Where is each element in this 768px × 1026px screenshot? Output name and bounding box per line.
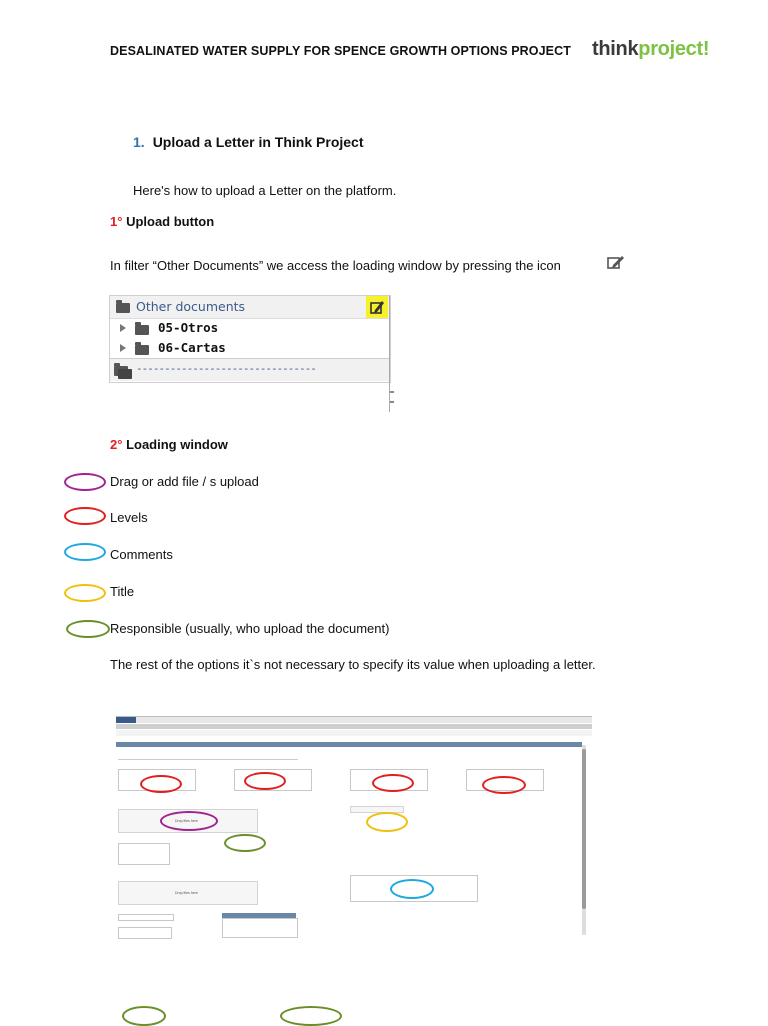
folder-icon (135, 325, 149, 335)
legend-label-title: Title (110, 584, 135, 599)
folder-icon (135, 345, 149, 355)
loading-window-screenshot (116, 716, 592, 939)
step1-text: In filter “Other Documents” we access the loading window by pressing the icon (110, 258, 561, 273)
step2-number: 2° (110, 437, 123, 452)
thinkproject-logo (592, 38, 709, 61)
logo-project: project! (638, 38, 710, 60)
expand-arrow-icon[interactable] (120, 324, 126, 332)
thumb-menubar (116, 724, 592, 729)
legend-ellipse-yellow (64, 584, 106, 602)
thumb-recipients-box (222, 918, 298, 938)
upload-edit-button[interactable] (366, 296, 388, 318)
section-intro: Here's how to upload a Letter on the platform. (133, 183, 397, 198)
thumb-ellipse-level2 (244, 772, 286, 790)
other-documents-tree (109, 295, 391, 383)
thumb-drop-label: Drop files here (175, 891, 198, 895)
step2-heading (110, 437, 228, 452)
legend-label-levels: Levels (110, 510, 148, 525)
section-number: 1. (133, 134, 145, 150)
tree-item-05-otros[interactable] (110, 318, 390, 338)
legend-ellipse-red (64, 507, 106, 525)
folder-stack-icon-back (118, 369, 132, 379)
legend-ellipse-purple (64, 473, 106, 491)
tree-header[interactable] (110, 296, 390, 319)
thumb-ellipse-drop (160, 811, 218, 831)
bottom-ellipse-green-2 (280, 1006, 342, 1026)
tree-footer (110, 358, 390, 381)
legend-ellipse-green (66, 620, 110, 638)
thumb-recipients-list (118, 927, 172, 939)
legend-label-comments: Comments (110, 547, 173, 562)
thumb-drop-label: Drop files here (175, 819, 198, 823)
tree-item-label: 05-Otros (158, 320, 219, 335)
thumb-topbar (116, 717, 592, 723)
thumb-ellipse-responsible (224, 834, 266, 852)
tree-footer-dashes: -------------------------------- (136, 362, 316, 375)
step1-title: Upload button (126, 214, 215, 229)
thumb-divider (118, 759, 298, 760)
thumb-scrollbar (582, 745, 586, 935)
thumb-comments-file-drop (118, 881, 258, 905)
drag-handle-icon[interactable] (390, 390, 394, 404)
step2-title: Loading window (126, 437, 228, 452)
thumb-status-list (118, 843, 170, 865)
thumb-toolbar (116, 730, 592, 736)
expand-arrow-icon[interactable] (120, 344, 126, 352)
folder-icon (116, 303, 130, 313)
bottom-ellipse-green-1 (122, 1006, 166, 1026)
note-text: The rest of the options it`s not necessary to specify its value when uploading a letter. (110, 657, 596, 672)
legend-label-responsible: Responsible (usually, who upload the document) (110, 621, 390, 636)
thumb-ellipse-title (366, 812, 408, 832)
tree-item-06-cartas[interactable] (110, 338, 390, 358)
thumb-recipients-select (118, 914, 174, 921)
thumb-title-field (350, 806, 404, 813)
tree-item-label: 06-Cartas (158, 340, 226, 355)
logo-think: think (592, 38, 639, 60)
section-title: Upload a Letter in Think Project (152, 134, 364, 150)
section-heading (133, 134, 364, 150)
document-header-title: DESALINATED WATER SUPPLY FOR SPENCE GROWTH OPTIONS PROJECT (110, 44, 571, 58)
thumb-section-bar (116, 742, 582, 747)
legend-ellipse-blue (64, 543, 106, 561)
thumb-ellipse-comments (390, 879, 434, 899)
thumb-ellipse-level4 (482, 776, 526, 794)
step1-number: 1° (110, 214, 123, 229)
legend-label-drag: Drag or add file / s upload (110, 474, 259, 489)
tree-header-label: Other documents (136, 299, 246, 314)
thumb-ellipse-level1 (140, 775, 182, 793)
edit-icon (606, 254, 626, 270)
thumb-active-tab (116, 717, 136, 723)
thumb-ellipse-level3 (372, 774, 414, 792)
step1-heading (110, 214, 214, 229)
